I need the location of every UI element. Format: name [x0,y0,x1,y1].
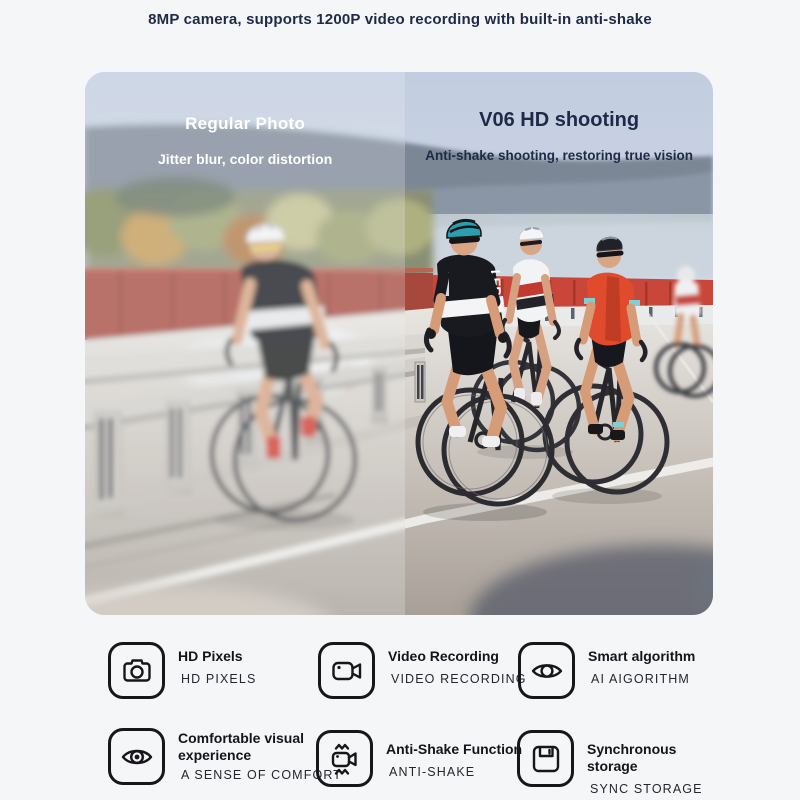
eye-icon [518,642,575,699]
right-panel-subtitle: Anti-shake shooting, restoring true vision [425,148,694,163]
feature-title: Anti-Shake Function [386,741,523,757]
camcorder-icon [318,642,375,699]
left-panel-title: Regular Photo [185,114,306,133]
left-haze-overlay [85,72,405,615]
feature-title: Comfortable visual experience [178,730,305,763]
page-title: 8MP camera, supports 1200P video recording with built-in anti-shake [148,11,652,28]
cycling-scene-illustration [85,72,713,615]
feature-comfort [108,728,342,785]
floppy-disk-icon [517,730,574,787]
feature-title: Smart algorithm [588,648,696,664]
eye-pupil-icon [108,728,165,785]
camera-icon [108,642,165,699]
hero-photo [85,72,713,615]
feature-subtitle: VIDEO RECORDING [391,672,527,686]
feature-title: Synchronous storage [587,741,677,774]
right-panel-title: V06 HD shooting [479,109,640,131]
anti-shake-icon [316,730,373,787]
feature-subtitle: SYNC STORAGE [590,782,703,796]
feature-subtitle: A SENSE OF COMFORT [181,768,343,782]
feature-video-recording [318,642,527,699]
feature-anti-shake [316,730,522,787]
feature-subtitle: ANTI-SHAKE [389,765,476,779]
feature-hd-pixels [108,642,256,699]
feature-title: Video Recording [388,648,499,664]
feature-subtitle: HD PIXELS [181,672,257,686]
feature-smart-algorithm [518,642,695,699]
feature-sync-storage [517,730,725,796]
feature-subtitle: AI AIGORITHM [591,672,690,686]
feature-title: HD Pixels [178,648,243,664]
left-panel-subtitle: Jitter blur, color distortion [158,151,333,167]
